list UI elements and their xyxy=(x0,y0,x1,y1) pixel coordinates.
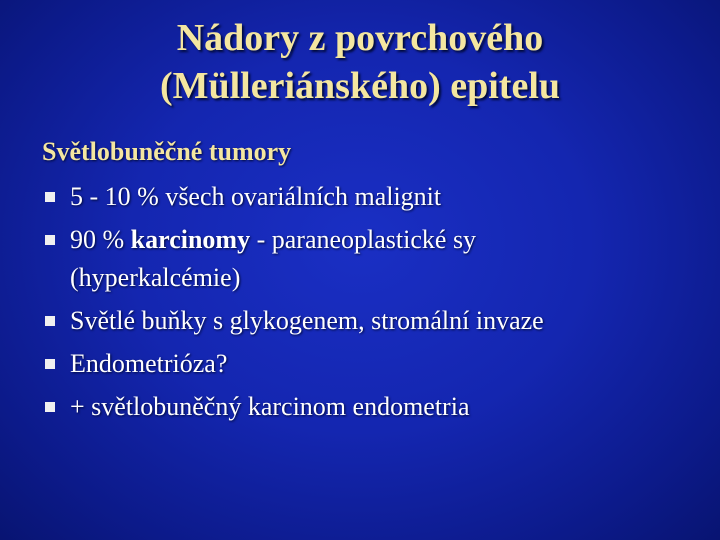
title-line-2: (Mülleriánského) epitelu xyxy=(159,65,561,107)
bullet-item xyxy=(42,388,702,426)
bullet-text-suffix: - paraneoplastické sy xyxy=(250,225,477,254)
square-bullet-icon xyxy=(45,402,55,412)
square-bullet-icon xyxy=(45,316,55,326)
bullet-list xyxy=(42,178,702,431)
bullet-item xyxy=(42,221,702,297)
square-bullet-icon xyxy=(45,192,55,202)
bullet-text: 5 - 10 % všech ovariálních malignit xyxy=(70,182,442,211)
bullet-text: + světlobuněčný karcinom endometria xyxy=(70,392,470,421)
bullet-item xyxy=(42,302,702,340)
bullet-text-continuation: (hyperkalcémie) xyxy=(70,263,241,292)
slide-title xyxy=(0,14,720,110)
square-bullet-icon xyxy=(45,235,55,245)
bullet-item xyxy=(42,345,702,383)
bullet-text: Endometrióza? xyxy=(70,349,228,378)
square-bullet-icon xyxy=(45,359,55,369)
title-line-1: Nádory z povrchového xyxy=(176,17,544,59)
bullet-item xyxy=(42,178,702,216)
section-heading: Světlobuněčné tumory xyxy=(42,137,292,166)
bullet-text-bold: karcinomy xyxy=(130,225,251,254)
bullet-text-prefix: 90 % xyxy=(70,225,131,254)
bullet-text: Světlé buňky s glykogenem, stromální invaze xyxy=(70,306,544,335)
